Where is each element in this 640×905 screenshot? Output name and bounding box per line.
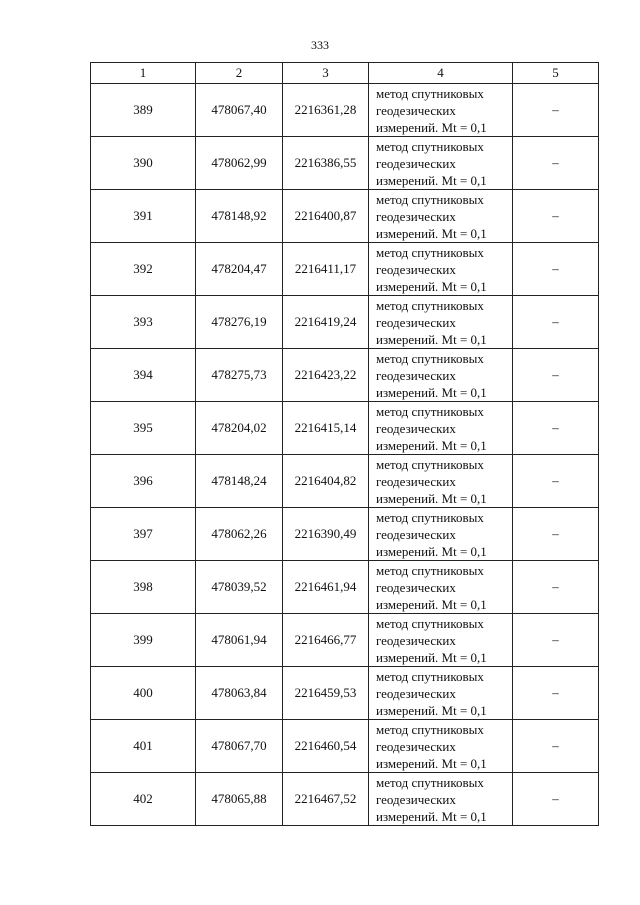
method-cell <box>369 137 513 190</box>
method-line: метод спутниковых <box>376 350 484 366</box>
y-coordinate-cell: 2216404,82 <box>283 455 369 508</box>
method-line: геодезических <box>376 738 456 754</box>
column-5-cell: – <box>513 137 599 190</box>
table-row <box>91 243 599 296</box>
method-line: измерений. Mt = 0,1 <box>376 596 487 612</box>
method-line: метод спутниковых <box>376 509 484 525</box>
table-row <box>91 137 599 190</box>
table-row <box>91 455 599 508</box>
table-row <box>91 296 599 349</box>
method-line: метод спутниковых <box>376 615 484 631</box>
x-coordinate-cell: 478061,94 <box>196 614 283 667</box>
method-cell <box>369 614 513 667</box>
method-line: геодезических <box>376 791 456 807</box>
method-line: метод спутниковых <box>376 668 484 684</box>
column-5-cell: – <box>513 773 599 826</box>
column-header-4: 4 <box>369 63 513 84</box>
method-line: измерений. Mt = 0,1 <box>376 172 487 188</box>
x-coordinate-cell: 478204,02 <box>196 402 283 455</box>
table-row <box>91 667 599 720</box>
method-line: измерений. Mt = 0,1 <box>376 702 487 718</box>
method-line: метод спутниковых <box>376 244 484 260</box>
y-coordinate-cell: 2216419,24 <box>283 296 369 349</box>
table-row <box>91 349 599 402</box>
table-body <box>91 84 599 826</box>
point-number-cell: 391 <box>91 190 196 243</box>
column-5-cell: – <box>513 455 599 508</box>
method-cell <box>369 296 513 349</box>
method-line: геодезических <box>376 261 456 277</box>
x-coordinate-cell: 478067,40 <box>196 84 283 137</box>
coordinates-table <box>90 62 599 826</box>
table-row <box>91 720 599 773</box>
method-line: метод спутниковых <box>376 297 484 313</box>
method-cell <box>369 243 513 296</box>
point-number-cell: 394 <box>91 349 196 402</box>
method-line: геодезических <box>376 473 456 489</box>
x-coordinate-cell: 478276,19 <box>196 296 283 349</box>
y-coordinate-cell: 2216423,22 <box>283 349 369 402</box>
table-row <box>91 561 599 614</box>
column-5-cell: – <box>513 614 599 667</box>
x-coordinate-cell: 478039,52 <box>196 561 283 614</box>
y-coordinate-cell: 2216361,28 <box>283 84 369 137</box>
table-row <box>91 190 599 243</box>
method-line: измерений. Mt = 0,1 <box>376 543 487 559</box>
method-cell <box>369 667 513 720</box>
point-number-cell: 393 <box>91 296 196 349</box>
y-coordinate-cell: 2216460,54 <box>283 720 369 773</box>
method-cell <box>369 455 513 508</box>
column-5-cell: – <box>513 296 599 349</box>
table-row <box>91 773 599 826</box>
x-coordinate-cell: 478275,73 <box>196 349 283 402</box>
method-line: метод спутниковых <box>376 721 484 737</box>
point-number-cell: 395 <box>91 402 196 455</box>
table-row <box>91 402 599 455</box>
x-coordinate-cell: 478204,47 <box>196 243 283 296</box>
method-line: измерений. Mt = 0,1 <box>376 490 487 506</box>
y-coordinate-cell: 2216461,94 <box>283 561 369 614</box>
point-number-cell: 401 <box>91 720 196 773</box>
column-5-cell: – <box>513 243 599 296</box>
method-line: метод спутниковых <box>376 562 484 578</box>
y-coordinate-cell: 2216415,14 <box>283 402 369 455</box>
point-number-cell: 396 <box>91 455 196 508</box>
method-line: метод спутниковых <box>376 85 484 101</box>
point-number-cell: 389 <box>91 84 196 137</box>
column-5-cell: – <box>513 349 599 402</box>
method-cell <box>369 720 513 773</box>
page-number: 333 <box>311 38 329 52</box>
table-row <box>91 508 599 561</box>
table-header-row <box>91 63 599 84</box>
method-line: геодезических <box>376 314 456 330</box>
y-coordinate-cell: 2216459,53 <box>283 667 369 720</box>
x-coordinate-cell: 478148,92 <box>196 190 283 243</box>
y-coordinate-cell: 2216467,52 <box>283 773 369 826</box>
point-number-cell: 400 <box>91 667 196 720</box>
method-line: измерений. Mt = 0,1 <box>376 649 487 665</box>
method-line: метод спутниковых <box>376 403 484 419</box>
point-number-cell: 402 <box>91 773 196 826</box>
y-coordinate-cell: 2216411,17 <box>283 243 369 296</box>
column-5-cell: – <box>513 402 599 455</box>
column-5-cell: – <box>513 720 599 773</box>
column-header-2: 2 <box>196 63 283 84</box>
point-number-cell: 397 <box>91 508 196 561</box>
method-cell <box>369 561 513 614</box>
y-coordinate-cell: 2216386,55 <box>283 137 369 190</box>
x-coordinate-cell: 478067,70 <box>196 720 283 773</box>
point-number-cell: 392 <box>91 243 196 296</box>
method-line: измерений. Mt = 0,1 <box>376 755 487 771</box>
column-header-5: 5 <box>513 63 599 84</box>
method-line: геодезических <box>376 632 456 648</box>
method-cell <box>369 190 513 243</box>
x-coordinate-cell: 478148,24 <box>196 455 283 508</box>
method-line: метод спутниковых <box>376 138 484 154</box>
method-cell <box>369 773 513 826</box>
column-5-cell: – <box>513 84 599 137</box>
table-row <box>91 84 599 137</box>
method-line: геодезических <box>376 579 456 595</box>
table-row <box>91 614 599 667</box>
x-coordinate-cell: 478062,99 <box>196 137 283 190</box>
method-line: метод спутниковых <box>376 456 484 472</box>
point-number-cell: 399 <box>91 614 196 667</box>
point-number-cell: 390 <box>91 137 196 190</box>
method-line: измерений. Mt = 0,1 <box>376 225 487 241</box>
column-5-cell: – <box>513 508 599 561</box>
x-coordinate-cell: 478063,84 <box>196 667 283 720</box>
column-header-1: 1 <box>91 63 196 84</box>
method-line: метод спутниковых <box>376 774 484 790</box>
x-coordinate-cell: 478065,88 <box>196 773 283 826</box>
y-coordinate-cell: 2216400,87 <box>283 190 369 243</box>
column-header-3: 3 <box>283 63 369 84</box>
method-line: измерений. Mt = 0,1 <box>376 278 487 294</box>
method-cell <box>369 84 513 137</box>
point-number-cell: 398 <box>91 561 196 614</box>
method-line: геодезических <box>376 367 456 383</box>
method-line: геодезических <box>376 420 456 436</box>
column-5-cell: – <box>513 667 599 720</box>
y-coordinate-cell: 2216466,77 <box>283 614 369 667</box>
method-cell <box>369 402 513 455</box>
method-line: измерений. Mt = 0,1 <box>376 331 487 347</box>
method-cell <box>369 349 513 402</box>
y-coordinate-cell: 2216390,49 <box>283 508 369 561</box>
method-line: измерений. Mt = 0,1 <box>376 384 487 400</box>
x-coordinate-cell: 478062,26 <box>196 508 283 561</box>
method-line: геодезических <box>376 208 456 224</box>
method-line: геодезических <box>376 155 456 171</box>
method-line: геодезических <box>376 102 456 118</box>
method-line: геодезических <box>376 685 456 701</box>
column-5-cell: – <box>513 190 599 243</box>
method-line: метод спутниковых <box>376 191 484 207</box>
method-line: геодезических <box>376 526 456 542</box>
method-line: измерений. Mt = 0,1 <box>376 119 487 135</box>
method-cell <box>369 508 513 561</box>
method-line: измерений. Mt = 0,1 <box>376 437 487 453</box>
column-5-cell: – <box>513 561 599 614</box>
method-line: измерений. Mt = 0,1 <box>376 808 487 824</box>
